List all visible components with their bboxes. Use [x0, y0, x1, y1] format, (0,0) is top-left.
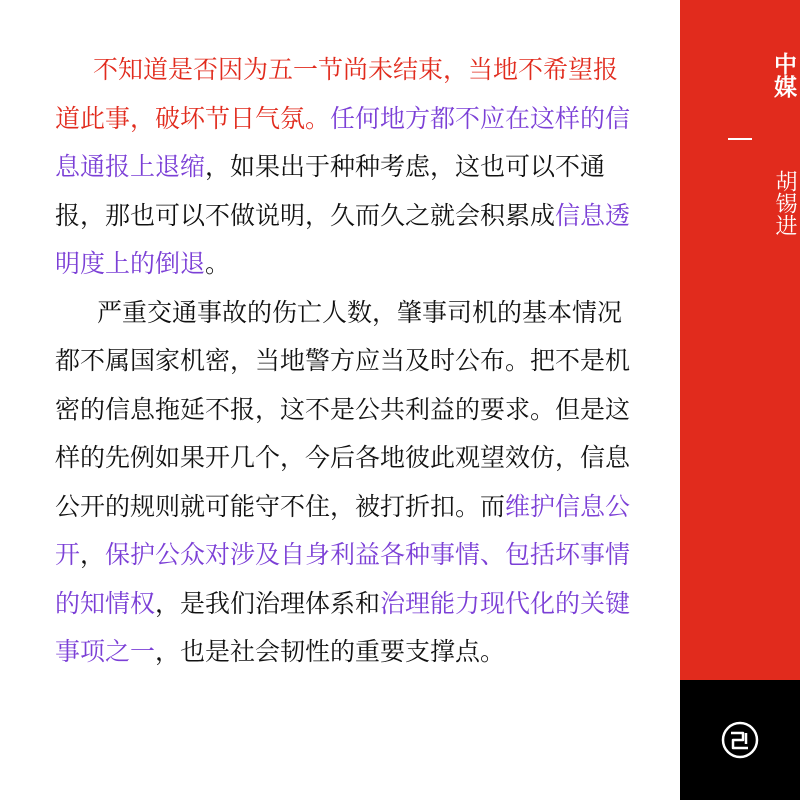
highlight-red-text: 不知道是否因为五一节尚未结束，当地不希望报道此事，破坏节日气氛。 — [55, 55, 619, 133]
highlight-purple-text: 保护公众对涉及自身利益各种事情、包括坏事情的知情权 — [55, 540, 631, 618]
body-text: 。 — [205, 249, 231, 278]
article-body — [55, 46, 635, 677]
highlight-purple-text: 维护信息公开 — [55, 491, 631, 569]
body-text: 严重交通事故的伤亡人数，肇事司机的基本情况都不属国家机密，当地警方应当及时公布。把不是机密的信息拖延不报，这不是公共利益的要求。但是这样的先例如果开几个，今后各地彼此观望效仿，信息公开的规则就可能守不住，被打折扣。而 — [55, 297, 631, 521]
body-text: ，如果出于种种考虑，这也可以不通报，那也可以不做说明，久而久之就会积累成 — [55, 152, 606, 230]
highlight-purple-text: 信息透明度上的倒退 — [55, 200, 631, 278]
highlight-purple-text: 治理能力现代化的关键事项之一 — [55, 588, 631, 666]
circle-glyph-logo-icon — [720, 720, 760, 760]
author-name: 胡锡进 — [772, 170, 797, 236]
body-text: ，是我们治理体系和 — [155, 588, 381, 618]
article-paragraph-2 — [55, 289, 635, 677]
sidebar-divider — [728, 138, 752, 140]
sidebar-panel — [680, 0, 800, 680]
highlight-purple-text: 任何地方都不应在这样的信息通报上退缩 — [55, 103, 631, 181]
brand-name: 中媒 — [770, 52, 796, 98]
article-paragraph-1 — [55, 46, 635, 289]
body-text: ， — [80, 540, 106, 569]
body-text: ，也是社会韧性的重要支撑点。 — [155, 637, 506, 666]
